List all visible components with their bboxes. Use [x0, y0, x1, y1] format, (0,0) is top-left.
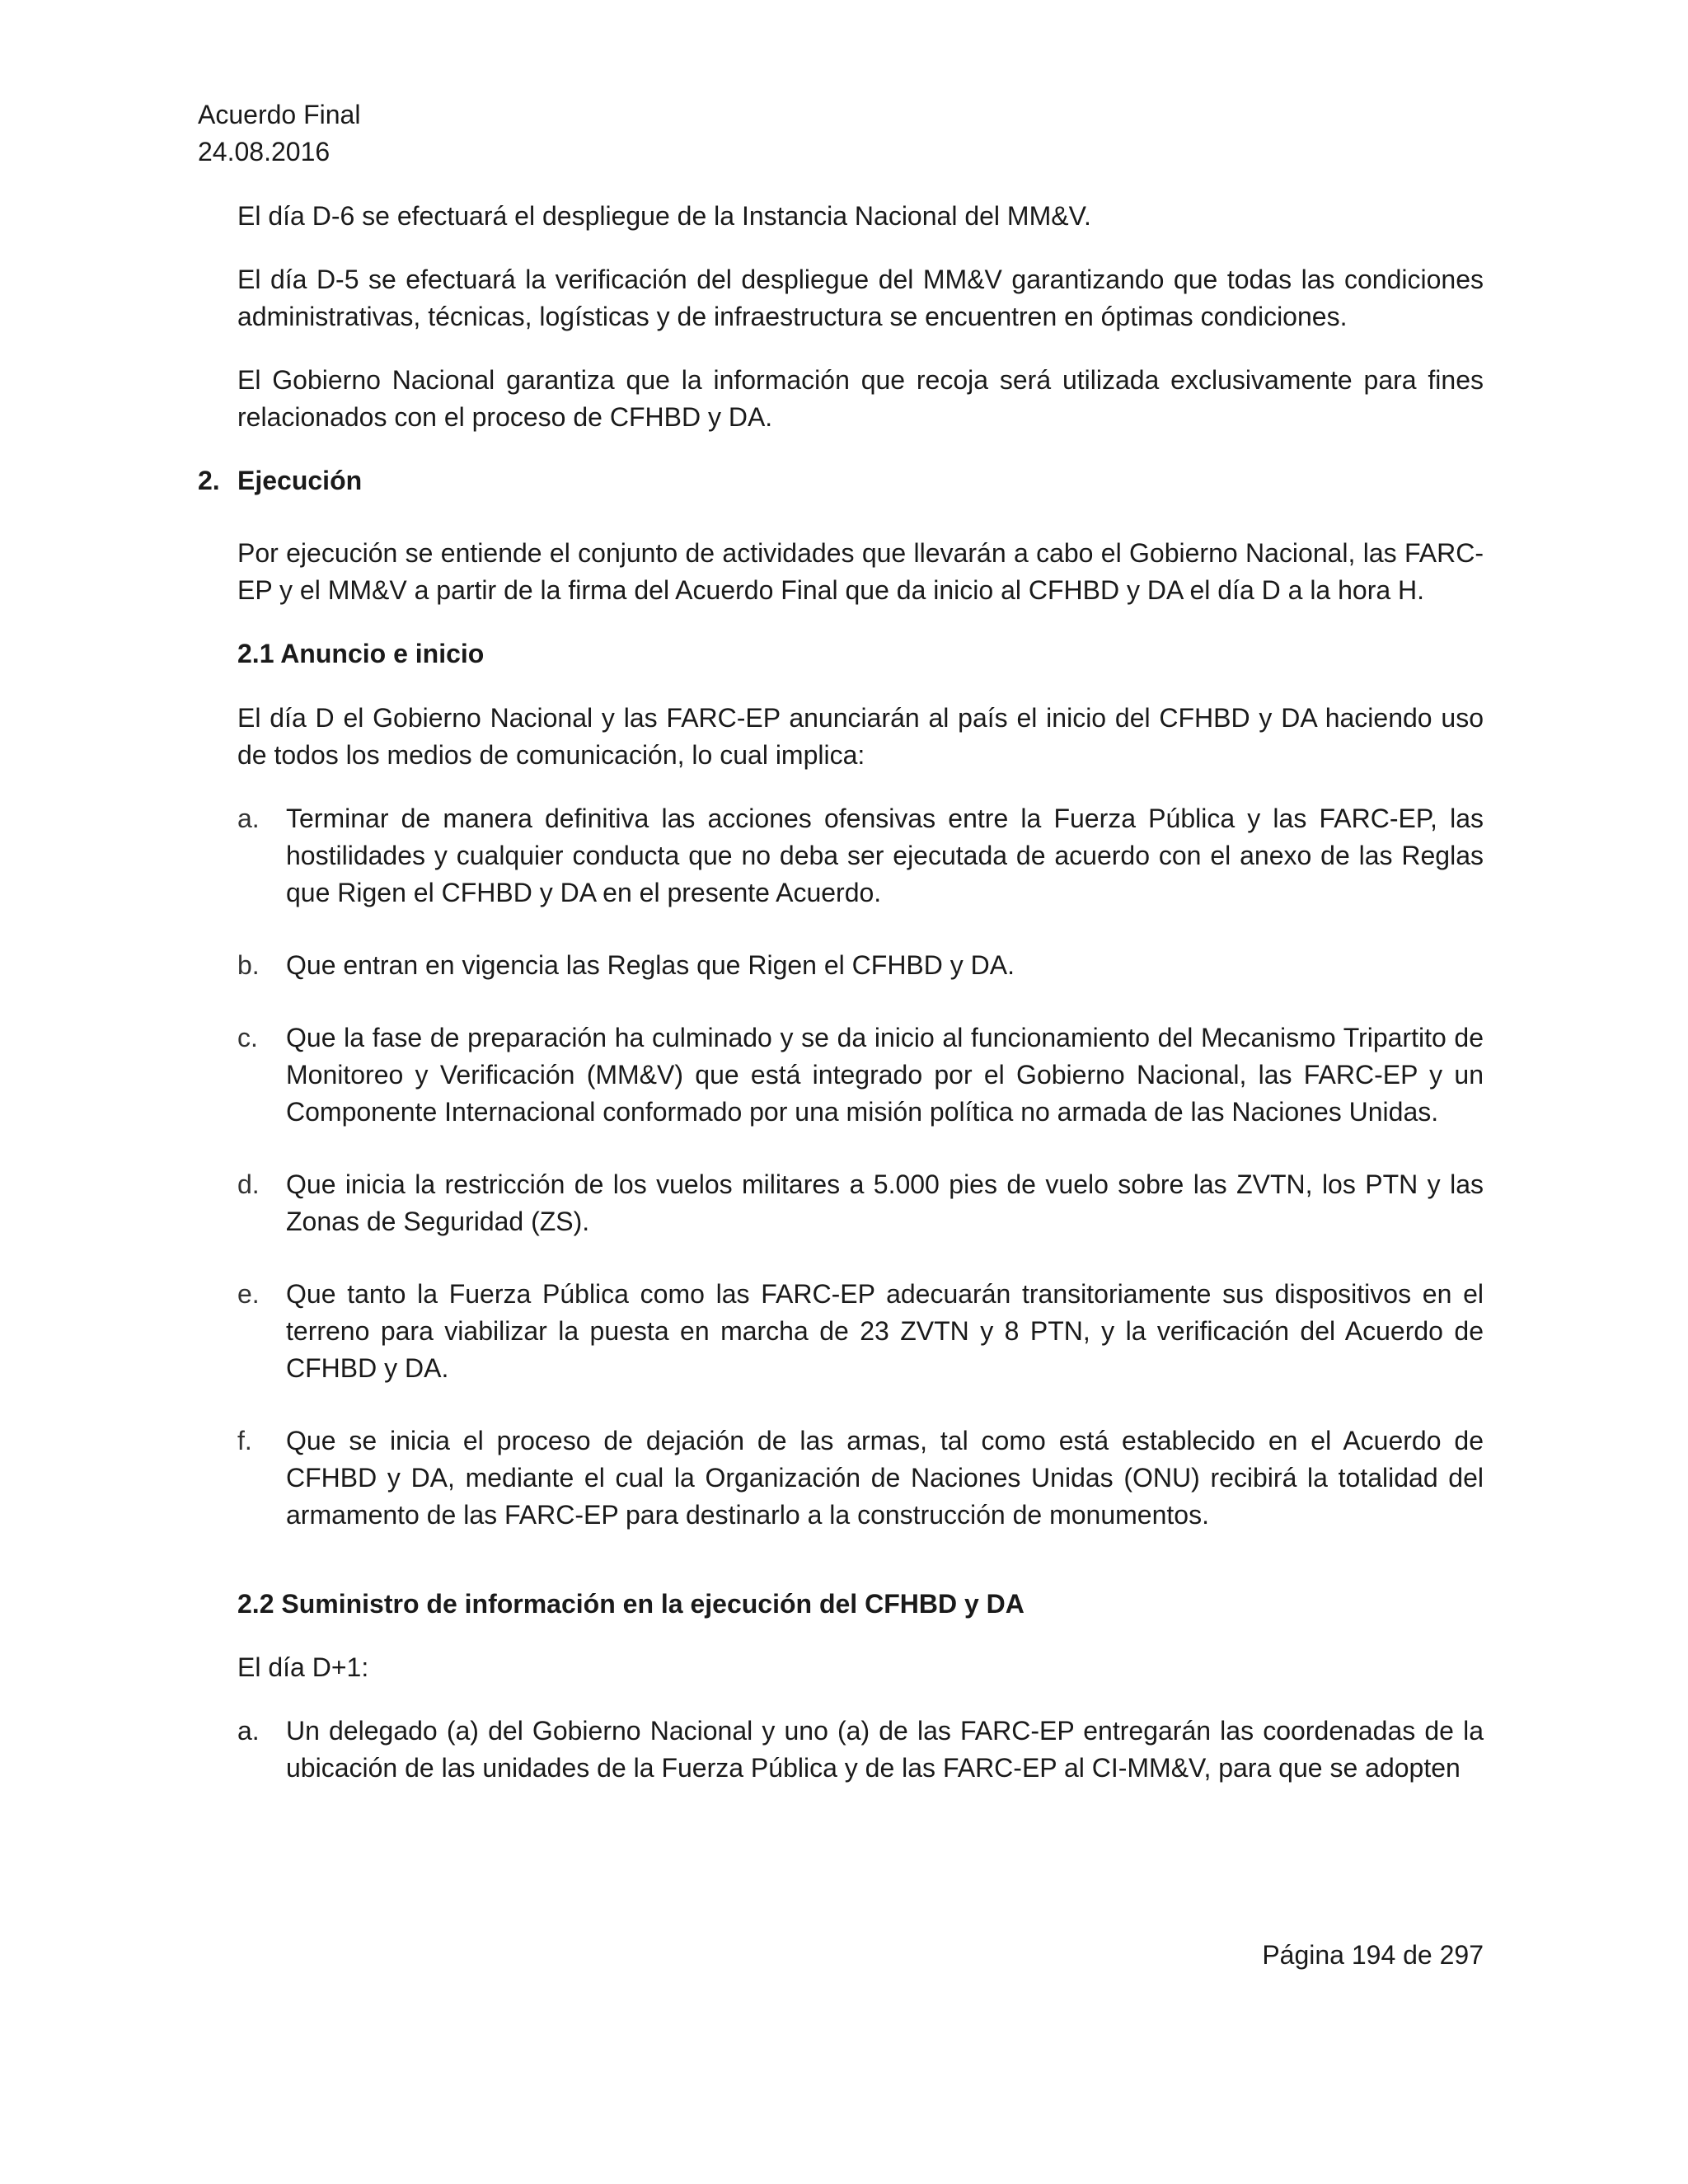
- page-number: Página 194 de 297: [1262, 1940, 1484, 1970]
- intro-paragraph-gobierno: El Gobierno Nacional garantiza que la información que recoja será utilizada exclusivamente para fines relacionados con el proceso de CFHBD y DA.: [237, 365, 1484, 432]
- list-item-letter: d.: [237, 1169, 260, 1199]
- section-2-number: 2.: [198, 466, 220, 495]
- list-item-text: Que se inicia el proceso de dejación de las armas, tal como está establecido en el Acuerdo de CFHBD y DA, mediante el cual la Organización de Naciones Unidas (ONU) recibirá la totalidad del armamento de las FARC-EP para destinarlo a la construcción de monumentos.: [286, 1426, 1484, 1530]
- page-header: [198, 96, 1022, 171]
- list-item-text: Que la fase de preparación ha culminado y se da inicio al funcionamiento del Mecanismo Tripartito de Monitoreo y Verificación (MM&V) que está integrado por el Gobierno Nacional, las FARC-EP y un Componente Internacional conformado por una misión política no armada de las Naciones Unidas.: [286, 1023, 1484, 1127]
- section-2-2-heading: 2.2 Suministro de información en la ejecución del CFHBD y DA: [237, 1589, 1025, 1619]
- list-item-b: [237, 947, 1484, 984]
- list-item-f: [237, 1422, 1484, 1534]
- list-item-text: Terminar de manera definitiva las acciones ofensivas entre la Fuerza Pública y las FARC-EP, las hostilidades y cualquier conducta que no deba ser ejecutada de acuerdo con el anexo de las Reglas que Rigen el CFHBD y DA en el presente Acuerdo.: [286, 804, 1484, 907]
- list-item-text: Que inicia la restricción de los vuelos militares a 5.000 pies de vuelo sobre las ZVTN, los PTN y las Zonas de Seguridad (ZS).: [286, 1169, 1484, 1236]
- document-title: Acuerdo Final: [198, 100, 361, 129]
- list-item-letter: e.: [237, 1279, 260, 1309]
- list-item-letter: b.: [237, 950, 260, 980]
- list-item-letter: c.: [237, 1023, 258, 1052]
- list-item-d: [237, 1166, 1484, 1240]
- intro-paragraph-d6: El día D-6 se efectuará el despliegue de la Instancia Nacional del MM&V.: [237, 201, 1091, 231]
- section-2-heading: [198, 462, 1484, 499]
- list-item-text: Que entran en vigencia las Reglas que Rigen el CFHBD y DA.: [286, 950, 1015, 980]
- document-date: 24.08.2016: [198, 137, 331, 166]
- section-2-2-paragraph: El día D+1:: [237, 1652, 369, 1682]
- document-body: [198, 198, 1484, 1787]
- list-item-letter: a.: [237, 804, 260, 833]
- list-item-a: [237, 800, 1484, 912]
- list-item-text: Que tanto la Fuerza Pública como las FARC-EP adecuarán transitoriamente sus dispositivos en el terreno para viabilizar la puesta en marcha de 23 ZVTN y 8 PTN, y la verificación del Acuerdo de CFHBD y DA.: [286, 1279, 1484, 1383]
- list-item-a: [237, 1713, 1484, 1787]
- section-2-1-heading: 2.1 Anuncio e inicio: [237, 639, 485, 668]
- list-item-text: Un delegado (a) del Gobierno Nacional y uno (a) de las FARC-EP entregarán las coordenadas de la ubicación de las unidades de la Fuerza Pública y de las FARC-EP al CI-MM&V, para que se adopten: [286, 1716, 1484, 1783]
- list-item-e: [237, 1276, 1484, 1387]
- section-2-title: Ejecución: [237, 466, 363, 495]
- list-item-letter: a.: [237, 1716, 260, 1746]
- section-2-1-paragraph: El día D el Gobierno Nacional y las FARC-EP anunciarán al país el inicio del CFHBD y DA haciendo uso de todos los medios de comunicación, lo cual implica:: [237, 703, 1484, 770]
- list-item-letter: f.: [237, 1426, 252, 1455]
- section-2-paragraph: Por ejecución se entiende el conjunto de actividades que llevarán a cabo el Gobierno Nacional, las FARC-EP y el MM&V a partir de la firma del Acuerdo Final que da inicio al CFHBD y DA el día D a la hora H.: [237, 538, 1484, 605]
- list-item-c: [237, 1019, 1484, 1131]
- intro-paragraph-d5: El día D-5 se efectuará la verificación del despliegue del MM&V garantizando que todas las condiciones administrativas, técnicas, logísticas y de infraestructura se encuentren en óptimas condiciones.: [237, 265, 1484, 331]
